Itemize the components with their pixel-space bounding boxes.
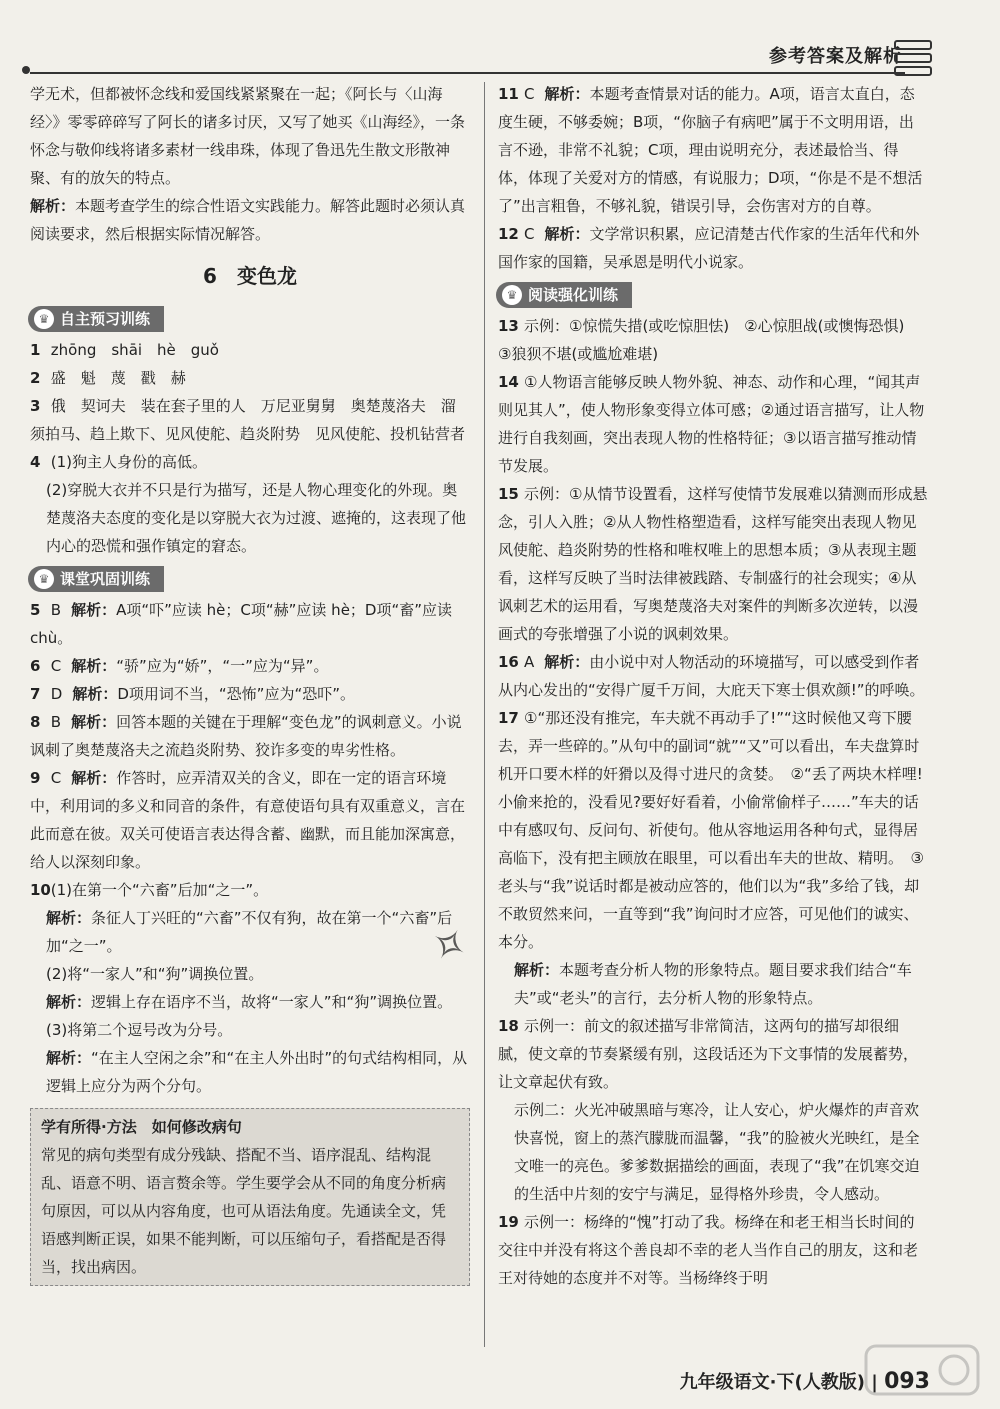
answer-18-b: 示例二：火光冲破黑暗与寒冷，让人安心，炉火爆炸的声音欢快喜悦，窗上的蒸汽朦胧而温馨，“我”的脸被火光映红，是全文唯一的亮色。爹爹数据描绘的画面，表现了“我”在饥寒交迫的生活中片刻的安宁与满足，显得格外珍贵，令人感动。 — [514, 1101, 920, 1203]
continued-analysis: 解析：本题考查学生的综合性语文实践能力。解答此题时必须认真阅读要求，然后根据实际情况解答。 — [30, 197, 466, 243]
answer-6: 6 C 解析：“骄”应为“娇”，“一”应为“异”。 — [30, 657, 329, 675]
header-rule — [30, 72, 905, 74]
answer-10: 10 (1)在第一个“六畜”后加“之一”。 — [30, 881, 269, 899]
answer-13: 13 示例：①惊慌失措(或吃惊胆怯) ②心惊胆战(或懊悔恐惧) ③狼狈不堪(或尴尬难堪) — [498, 317, 920, 363]
page-number: 093 — [884, 1369, 930, 1394]
answer-12: 12 C 解析：文学常识积累，应记清楚古代作家的生活年代和外国作家的国籍，吴承恩是明代小说家。 — [498, 225, 920, 271]
answer-10-analysis-2: 解析：逻辑上存在语序不当，故将“一家人”和“狗”调换位置。 — [46, 993, 453, 1011]
answer-10-b: (2)将“一家人”和“狗”调换位置。 — [46, 965, 264, 983]
answer-14: 14 ①人物语言能够反映人物外貌、神态、动作和心理，“闻其声则见其人”，使人物形象变得立体可感；②通过语言描写，让人物进行自我刻画，突出表现人物的性格特征；③以语言描写推动情节发展。 — [498, 373, 925, 475]
section-banner: ♛ 自主预习训练 — [28, 306, 164, 332]
method-tip-box — [30, 1108, 470, 1286]
answer-16: 16 A 解析：由小说中对人物活动的环境描写，可以感受到作者从内心发出的“安得广厦千万间，大庇天下寒士俱欢颜!”的呼唤。 — [498, 653, 925, 699]
answer-10-analysis-3: 解析：“在主人空闲之余”和“在主人外出时”的句式结构相同，从逻辑上应分为两个分句。 — [46, 1049, 468, 1095]
answer-18: 18 示例一：前文的叙述描写非常简洁，这两句的描写却很细腻，使文章的节奏紧缓有别，这段话还为下文事情的发展蓄势，让文章起伏有致。 — [498, 1017, 919, 1091]
books-icon — [894, 40, 932, 74]
answer-5: 5 B 解析：A项“吓”应读 hè；C项“赫”应读 hè；D项“畜”应读 chù。 — [30, 601, 453, 647]
header-title: 参考答案及解析 — [769, 46, 902, 67]
answer-15: 15 示例：①从情节设置看，这样写使情节发展难以猜测而形成悬念，引人入胜；②从人物性格塑造看，这样写能突出表现人物见风使舵、趋炎附势的性格和唯权唯上的思想本质；③从表现主题看，这样写反映了当时法律被践踏、专制盛行的社会现实；④从讽刺艺术的运用看，写奥楚蔑洛夫对案件的判断多次逆转，以漫画式的夸张增强了小说的讽刺效果。 — [498, 485, 928, 643]
answer-11: 11 C 解析：本题考查情景对话的能力。A项，语言太直白，态度生硬，不够委婉；B项，“你脑子有病吧”属于不文明用语，出言不逊，非常不礼貌；C项，理由说明充分，表述最恰当、得体，体现了关爱对方的情感，有说服力；D项，“你是不是不想活了”出言粗鲁，不够礼貌，错误引导，会伤害对方的自尊。 — [498, 85, 923, 215]
page-footer: 九年级语文·下(人教版) | 093 — [679, 1369, 930, 1394]
watermark-logo — [862, 1340, 982, 1400]
column-divider — [484, 82, 485, 1347]
answer-2: 2 盛 魁 蔑 戳 赫 — [30, 369, 186, 387]
answer-9: 9 C 解析：作答时，应弄清双关的含义，即在一定的语言环境中，利用词的多义和同音的条件，有意使语句具有双重意义，言在此而意在彼。双关可使语言表达得含蓄、幽默，而且能加深寓意，给人以深刻印象。 — [30, 769, 466, 871]
continued-text: 学无术，但都被怀念线和爱国线紧紧聚在一起；《阿长与〈山海经〉》零零碎碎写了阿长的诸多讨厌，又写了她买《山海经》，一条怀念与敬仰线将诸多素材一线串珠，体现了鲁迅先生散文形散神聚、有的放矢的特点。 — [30, 85, 466, 187]
answer-17-analysis: 解析：本题考查分析人物的形象特点。题目要求我们结合“车夫”或“老头”的言行，去分析人物的形象特点。 — [514, 961, 912, 1007]
header-dot — [22, 66, 30, 74]
answer-8: 8 B 解析：回答本题的关键在于理解“变色龙”的讽刺意义。小说讽刺了奥楚蔑洛夫之流趋炎附势、狡诈多变的卑劣性格。 — [30, 713, 462, 759]
crown-icon: ♛ — [34, 309, 54, 329]
crown-icon: ♛ — [502, 285, 522, 305]
answer-1: 1 zhōng shāi hè guǒ — [30, 341, 219, 359]
right-column — [498, 80, 928, 1292]
answer-3: 3 俄 契诃夫 装在套子里的人 万尼亚舅舅 奥楚蔑洛夫 溜须拍马、趋上欺下、见风使舵、趋炎附势 见风使舵、投机钻营者 — [30, 397, 466, 443]
answer-4a: 4 (1)狗主人身份的高低。 — [30, 453, 208, 471]
answer-7: 7 D 解析：D项用词不当，“恐怖”应为“恐吓”。 — [30, 685, 355, 703]
section-title: 6 变色龙 — [203, 264, 297, 288]
tip-heading: 学有所得·方法 如何修改病句 — [41, 1118, 242, 1136]
left-column — [30, 80, 470, 1286]
answer-10-analysis-1: 解析：条征人丁兴旺的“六畜”不仅有狗，故在第一个“六畜”后加“之一”。 — [46, 909, 453, 955]
page-header — [0, 28, 1000, 78]
section-banner: ♛ 阅读强化训练 — [496, 282, 632, 308]
handwriting-mark: ✧ — [419, 914, 478, 977]
answer-10-c: (3)将第二个逗号改为分号。 — [46, 1021, 233, 1039]
tip-body: 常见的病句类型有成分残缺、搭配不当、语序混乱、结构混乱、语意不明、语言赘余等。学生要学会从不同的角度分析病句原因，可以从内容角度，也可从语法角度。先通读全文，凭语感判断正误，如果不能判断，可以压缩句子，看搭配是否得当，找出病因。 — [41, 1146, 447, 1276]
answer-19: 19 示例一：杨绛的“愧”打动了我。杨绛在和老王相当长时间的交往中并没有将这个善良却不幸的老人当作自己的朋友，这和老王对待她的态度并不对等。当杨绛终于明 — [498, 1213, 919, 1287]
crown-icon: ♛ — [34, 569, 54, 589]
answer-4b: (2)穿脱大衣并不只是行为描写，还是人物心理变化的外现。奥楚蔑洛夫态度的变化是以穿脱大衣为过渡、遮掩的，这表现了他内心的恐慌和强作镇定的窘态。 — [46, 481, 467, 555]
answer-17: 17 ①“那还没有推完，车夫就不再动手了!”“这时候他又弯下腰去，弄一些碎的。”从句中的副词“就”“又”可以看出，车夫盘算时机开口要木样的奸猾以及得寸进尺的贪婪。 ②“丢了两块木样哩!小偷来抢的，没看见?要好好看着，小偷常偷样子……”车夫的话中有感叹句、反问句、祈使句。他从容地运用各种句式，显得居高临下，没有把主顾放在眼里，可以看出车夫的世故、精明。 ③老头与“我”说话时都是被动应答的，他们以为“我”多给了钱，却不敢贸然来问，一直等到“我”询问时才应答，可见他们的诚实、本分。 — [498, 709, 924, 951]
section-banner: ♛ 课堂巩固训练 — [28, 566, 164, 592]
